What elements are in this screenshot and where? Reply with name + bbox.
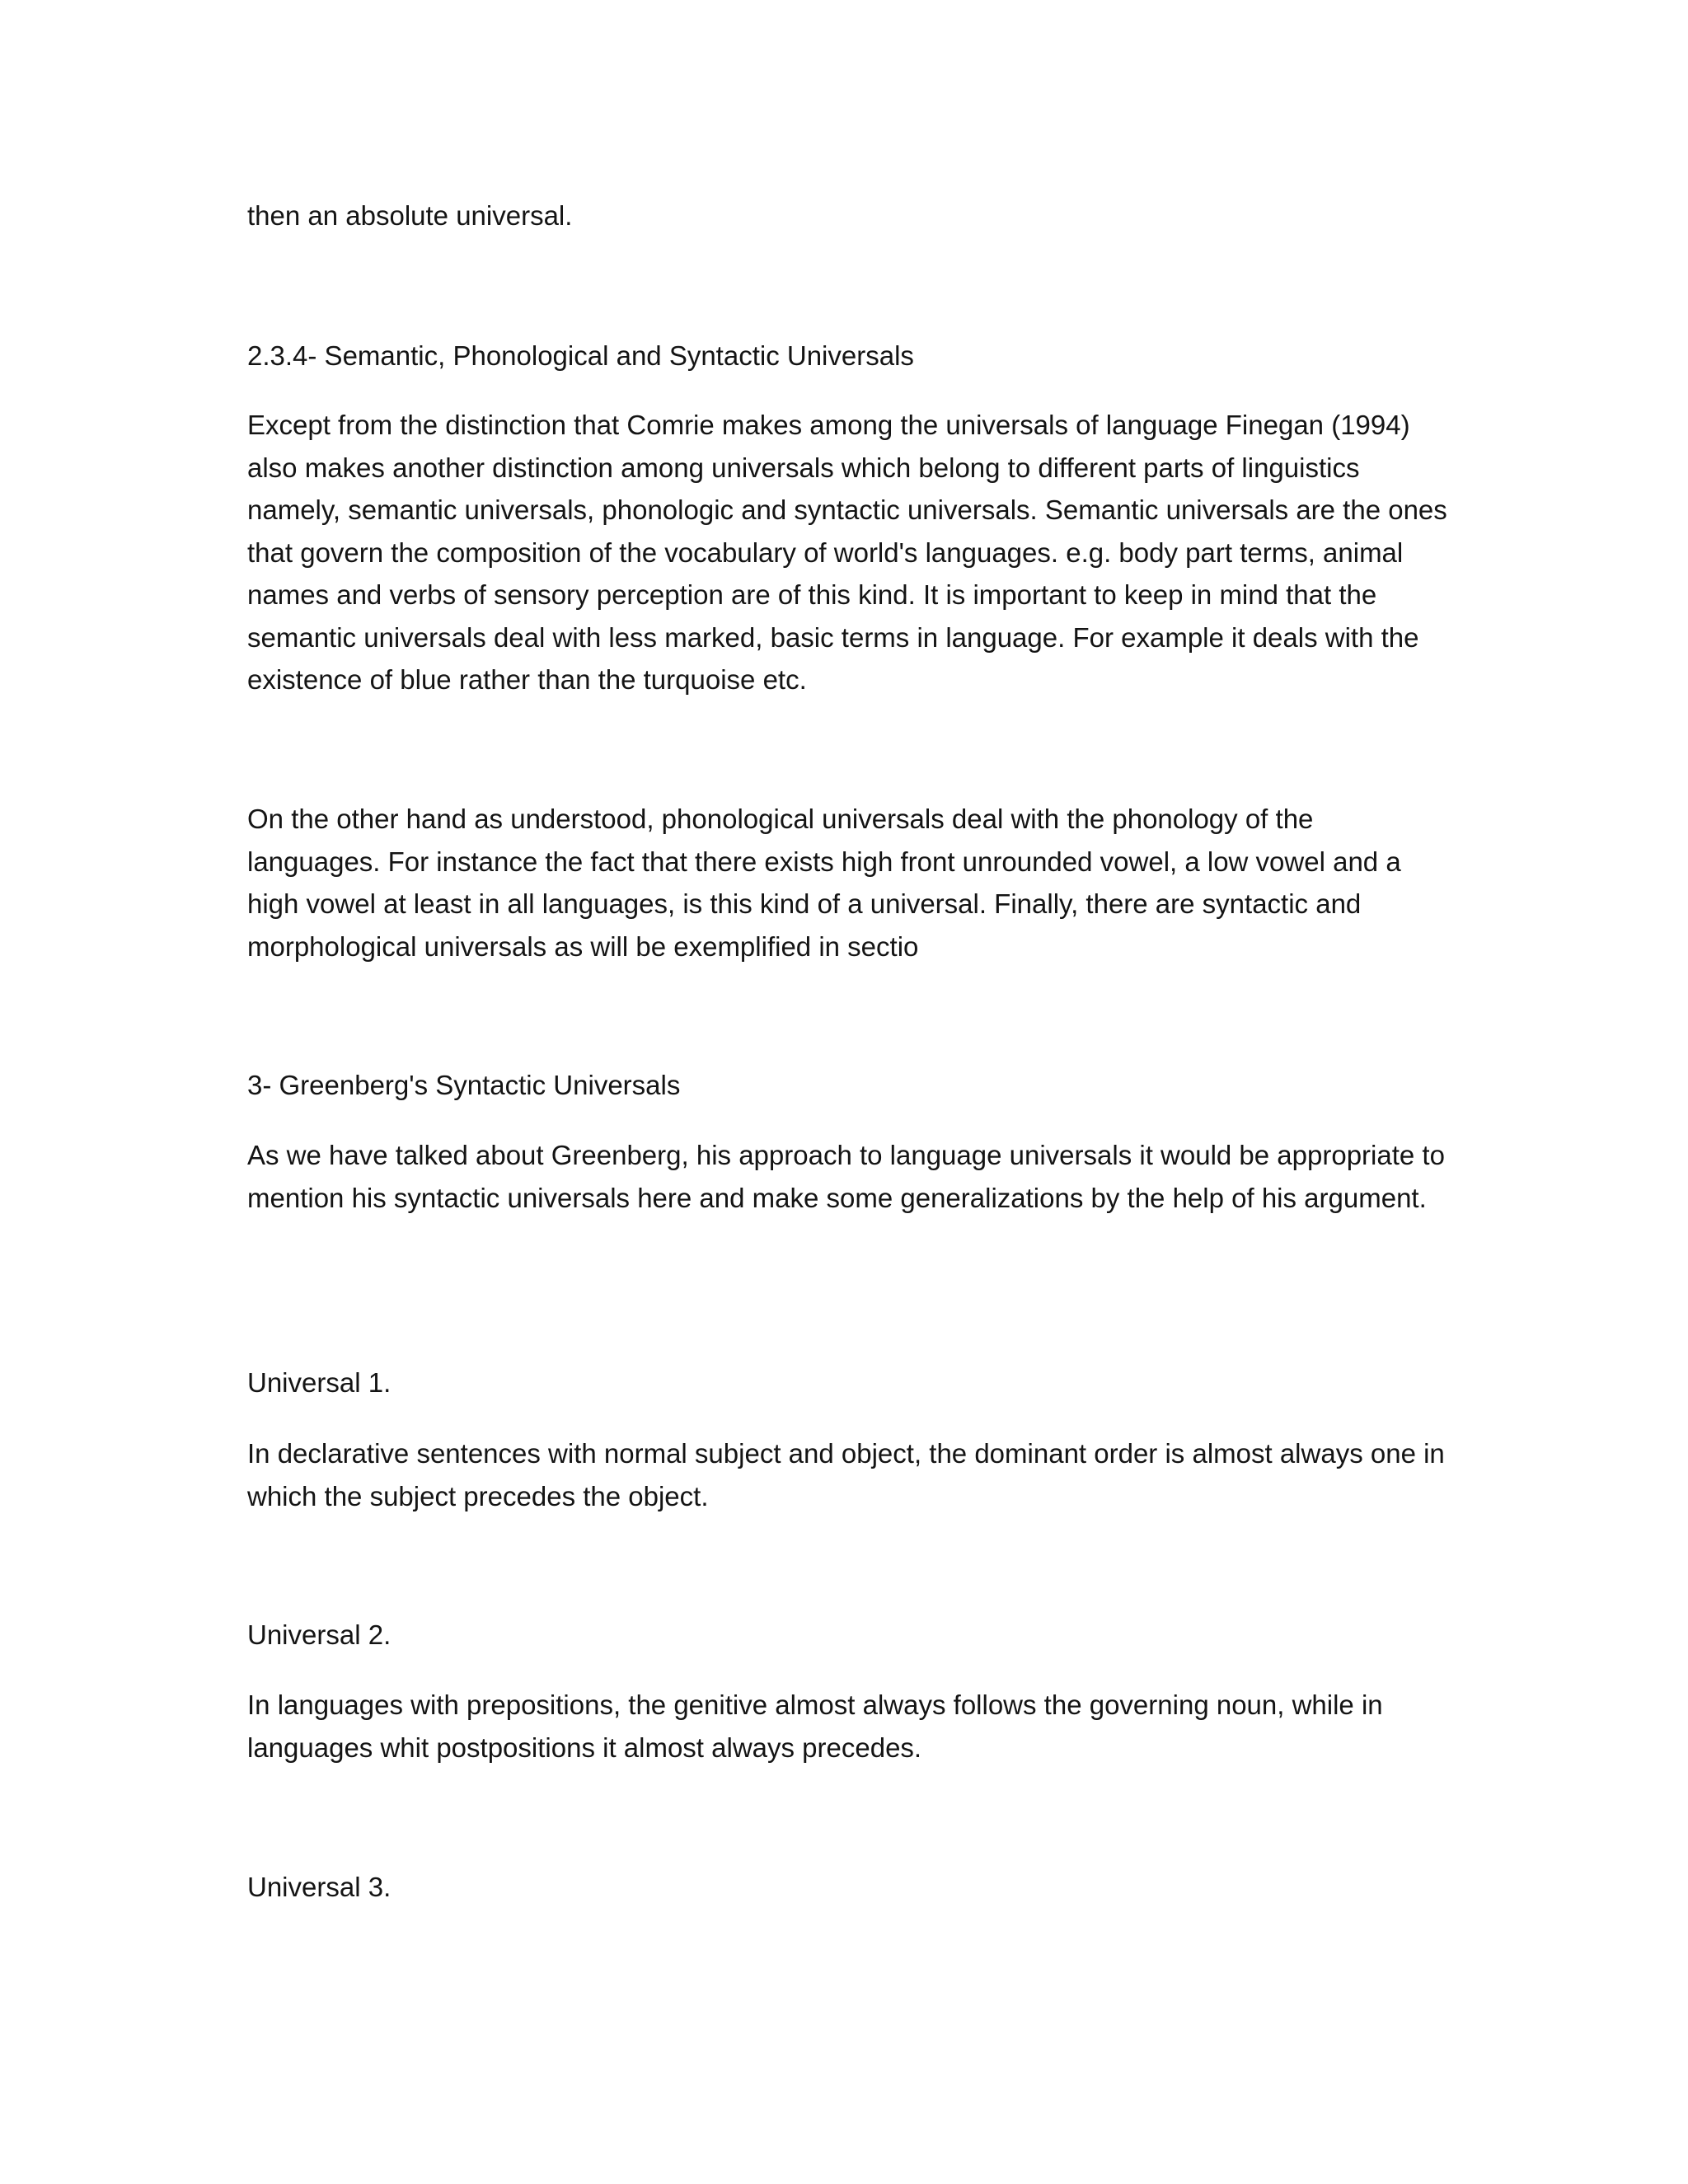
universal-1-text: In declarative sentences with normal subject and object, the dominant order is almost always one in which the subject precedes the object.: [247, 1438, 1445, 1511]
universal-2-label: Universal 2.: [247, 1619, 392, 1650]
section-heading-2-3-4: 2.3.4- Semantic, Phonological and Syntactic Universals: [247, 340, 914, 371]
universal-2-text: In languages with prepositions, the genitive almost always follows the governing noun, while in languages whit postpositions it almost always precedes.: [247, 1690, 1383, 1763]
universal-3-label: Universal 3.: [247, 1872, 392, 1902]
paragraph-greenberg-intro: As we have talked about Greenberg, his approach to language universals it would be appropriate to mention his syntactic universals here and make some generalizations by the help of his argument.: [247, 1140, 1445, 1213]
section-heading-3: 3- Greenberg's Syntactic Universals: [247, 1070, 681, 1100]
paragraph-phonological-universals: On the other hand as understood, phonological universals deal with the phonology of the languages. For instance the fact that there exists high front unrounded vowel, a low vowel and a high vowel at least in all languages, is this kind of a universal. Finally, there are syntactic and morphological universals as will be exemplified in sectio: [247, 804, 1401, 962]
continuation-line: then an absolute universal.: [247, 200, 573, 231]
paragraph-semantic-universals: Except from the distinction that Comrie makes among the universals of language Finegan (1994) also makes another distinction among universals which belong to different parts of linguistics namely, semantic universals, phonologic and syntactic universals. Semantic universals are the ones that govern the composition of the vocabulary of world's languages. e.g. body part terms, animal names and verbs of sensory perception are of this kind. It is important to keep in mind that the semantic universals deal with less marked, basic terms in language. For example it deals with the existence of blue rather than the turquoise etc.: [247, 410, 1447, 695]
universal-1-label: Universal 1.: [247, 1367, 392, 1398]
